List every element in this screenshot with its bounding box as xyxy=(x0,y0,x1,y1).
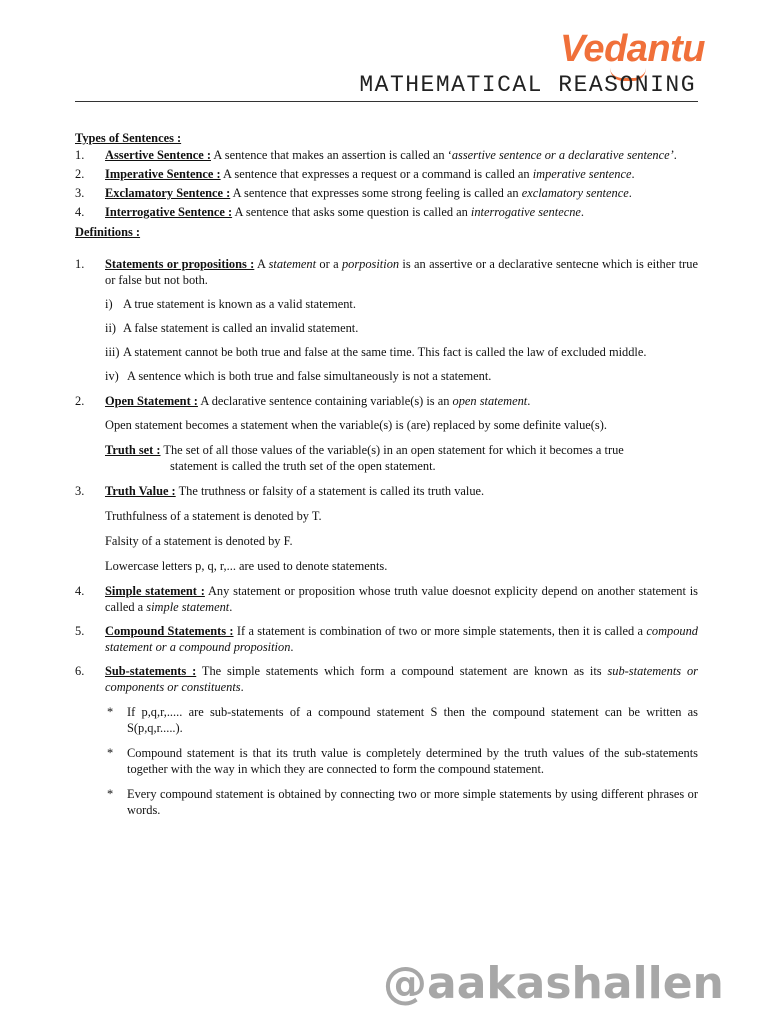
document-body xyxy=(75,130,698,818)
truth-set-continuation: statement is called the truth set of the open statement. xyxy=(170,459,436,473)
item-term: Exclamatory Sentence : xyxy=(105,186,231,200)
item-number: 5. xyxy=(75,624,85,638)
bullet-item xyxy=(75,786,698,818)
item-text: If a statement is combination of two or more simple statements, then it is called a xyxy=(233,624,647,638)
sub-text: A false statement is called an invalid statement. xyxy=(123,321,359,335)
item-emphasis: compound statement or a compound proposition xyxy=(105,624,698,654)
item-emphasis: assertive sentence or a declarative sentence’ xyxy=(451,148,674,162)
item-tail: . xyxy=(580,205,585,219)
sub-marker: iii) xyxy=(105,345,120,359)
bullet-marker: * xyxy=(107,787,114,801)
item-tail: . xyxy=(673,148,677,162)
truth-set-text: The set of all those values of the variable(s) in an open statement for which it becomes a true xyxy=(160,443,624,457)
watermark: @aakashallen xyxy=(383,958,724,1009)
item-term: Open Statement : xyxy=(105,394,198,408)
sub-item xyxy=(75,344,698,360)
type-item-interrogative xyxy=(75,204,698,220)
item-tail: . xyxy=(229,600,233,614)
item-text: A sentence that asks some question is called an xyxy=(232,205,471,219)
item-text: A declarative sentence containing variable(s) is an xyxy=(197,394,453,408)
item-term: Sub-statements : xyxy=(105,664,197,678)
item-text: A sentence that makes an assertion is called an ‘ xyxy=(210,148,452,162)
truth-set-term: Truth set : xyxy=(105,443,161,457)
bullet-marker: * xyxy=(107,746,114,760)
item-tail: . xyxy=(240,680,244,694)
item-tail: . xyxy=(628,186,632,200)
item-emphasis: statement xyxy=(268,257,317,271)
sub-text: A sentence which is both true and false simultaneously is not a statement. xyxy=(127,369,492,383)
item-emphasis: simple statement xyxy=(146,600,230,614)
bullet-item xyxy=(75,704,698,736)
item-emphasis: interrogative sentecne xyxy=(470,205,581,219)
item-term: Simple statement : xyxy=(105,584,205,598)
item-emphasis: imperative sentence xyxy=(532,167,632,181)
types-heading: Types of Sentences : xyxy=(75,131,182,145)
paragraph: Truthfulness of a statement is denoted by T. xyxy=(105,509,322,523)
bullet-marker: * xyxy=(107,705,114,719)
item-number: 6. xyxy=(75,664,85,678)
page-title: MATHEMATICAL REASONING xyxy=(359,72,696,98)
definition-statements xyxy=(75,256,698,288)
item-number: 1. xyxy=(75,148,85,162)
definitions-heading: Definitions : xyxy=(75,225,141,239)
item-text: The simple statements which form a compound statement are known as its xyxy=(196,664,608,678)
definition-compound-statements xyxy=(75,623,698,655)
item-term: Compound Statements : xyxy=(105,624,234,638)
sub-item xyxy=(75,296,698,312)
sub-text: A true statement is known as a valid statement. xyxy=(123,297,356,311)
sub-marker: iv) xyxy=(105,369,119,383)
bullet-item xyxy=(75,745,698,777)
item-term: Assertive Sentence : xyxy=(105,148,211,162)
item-term: Truth Value : xyxy=(105,484,176,498)
item-text: A sentence that expresses some strong feeling is called an xyxy=(230,186,522,200)
title-divider xyxy=(75,101,698,102)
sub-marker: i) xyxy=(105,297,113,311)
paragraph: Lowercase letters p, q, r,... are used to denote statements. xyxy=(105,559,388,573)
vedantu-logo: Vedantu xyxy=(560,28,705,70)
item-number: 2. xyxy=(75,394,85,408)
definition-truth-value xyxy=(75,483,698,499)
item-text: The truthness or falsity of a statement is called its truth value. xyxy=(175,484,485,498)
item-tail: . xyxy=(290,640,294,654)
item-text: or a xyxy=(316,257,342,271)
item-emphasis: exclamatory sentence xyxy=(521,186,629,200)
bullet-text: Compound statement is that its truth value is completely determined by the truth values of the sub-statements together with the way in which they are connected to form the compound statement. xyxy=(127,746,698,776)
item-number: 3. xyxy=(75,186,85,200)
type-item-imperative xyxy=(75,166,698,182)
item-term: Statements or propositions : xyxy=(105,257,255,271)
type-item-exclamatory xyxy=(75,185,698,201)
bullet-text: If p,q,r,..... are sub-statements of a compound statement S then the compound statement can be written as S(p,q,r.....). xyxy=(127,705,698,735)
item-text: A sentence that expresses a request or a command is called an xyxy=(220,167,533,181)
item-emphasis: porposition xyxy=(341,257,400,271)
bullet-text: Every compound statement is obtained by connecting two or more simple statements by using different phrases or words. xyxy=(127,787,698,817)
item-number: 3. xyxy=(75,484,85,498)
item-tail: . xyxy=(527,394,531,408)
definition-sub-statements xyxy=(75,663,698,695)
truth-set xyxy=(75,442,698,474)
item-tail: . xyxy=(631,167,635,181)
sub-marker: ii) xyxy=(105,321,117,335)
item-number: 1. xyxy=(75,257,85,271)
sub-item xyxy=(75,368,698,384)
item-text: A xyxy=(254,257,269,271)
item-emphasis: open statement xyxy=(452,394,528,408)
paragraph: Open statement becomes a statement when the variable(s) is (are) replaced by some definite value(s). xyxy=(105,418,607,432)
item-text: Any statement or proposition whose truth value doesnot explicity depend on another statement is called a xyxy=(105,584,699,614)
definition-simple-statement xyxy=(75,583,698,615)
item-number: 4. xyxy=(75,584,85,598)
item-term: Imperative Sentence : xyxy=(105,167,221,181)
paragraph: Falsity of a statement is denoted by F. xyxy=(105,534,293,548)
definition-open-statement xyxy=(75,393,698,409)
item-term: Interrogative Sentence : xyxy=(105,205,233,219)
item-number: 2. xyxy=(75,167,85,181)
item-emphasis: sub-statements or components or constituents xyxy=(105,664,699,694)
sub-item xyxy=(75,320,698,336)
sub-text: A statement cannot be both true and false at the same time. This fact is called the law of excluded middle. xyxy=(123,345,647,359)
item-number: 4. xyxy=(75,205,85,219)
item-text: is an assertive or a declarative sentecne which is either true or false but not both. xyxy=(105,257,698,287)
type-item-assertive xyxy=(75,147,698,163)
